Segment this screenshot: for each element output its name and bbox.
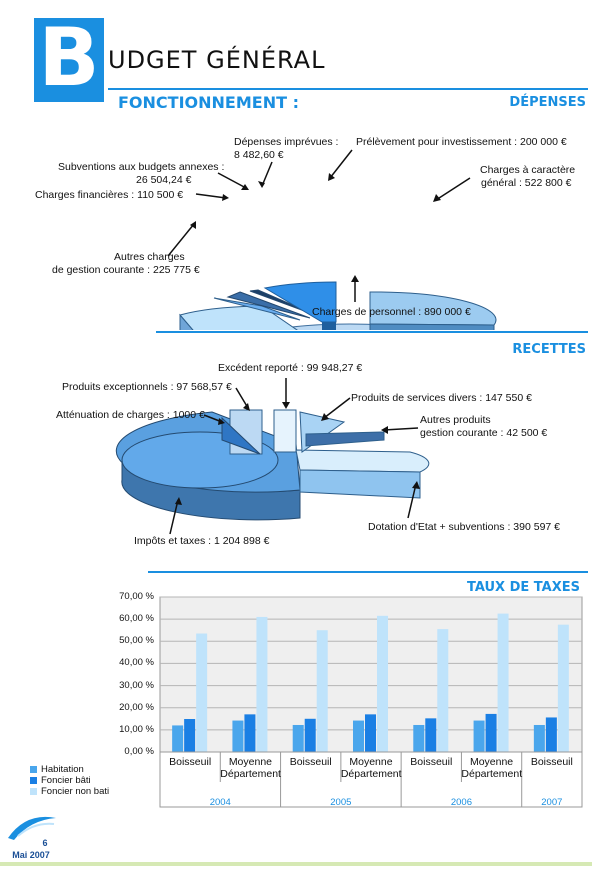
bar-habitation bbox=[534, 725, 545, 752]
bar-foncier-b-ti bbox=[184, 719, 195, 752]
y-tick-label: 20,00 % bbox=[119, 701, 154, 713]
category-label bbox=[220, 756, 280, 780]
bar-habitation bbox=[293, 725, 304, 752]
section-title: FONCTIONNEMENT : bbox=[118, 93, 299, 112]
label-autres-1: Autres charges bbox=[114, 251, 185, 263]
category-label-line: Boisseuil bbox=[530, 756, 573, 768]
bar-foncier-b-ti bbox=[546, 717, 557, 752]
label-imprevues-2: 8 482,60 € bbox=[234, 149, 284, 161]
category-label-line: Moyenne bbox=[228, 756, 273, 768]
bar-foncier-non-bati bbox=[256, 617, 267, 752]
label-subventions-2: 26 504,24 € bbox=[136, 174, 192, 186]
label-attenuation: Atténuation de charges : 1000 € bbox=[56, 409, 205, 421]
year-label: 2007 bbox=[541, 797, 563, 808]
bar-habitation bbox=[353, 721, 364, 752]
bar-foncier-non-bati bbox=[498, 614, 509, 752]
label-autres-2: de gestion courante : 225 775 € bbox=[52, 264, 200, 276]
footer-strip bbox=[0, 862, 592, 866]
label-caractere-1: Charges à caractère bbox=[480, 164, 576, 176]
category-label-line: Boisseuil bbox=[289, 756, 332, 768]
label-exceptionnels: Produits exceptionnels : 97 568,57 € bbox=[62, 381, 232, 393]
category-label-line: Département bbox=[220, 768, 281, 780]
page-number: 6 bbox=[42, 838, 48, 848]
label-personnel: Charges de personnel : 890 000 € bbox=[312, 306, 471, 318]
bar-foncier-b-ti bbox=[486, 714, 497, 752]
category-label-line: Moyenne bbox=[469, 756, 514, 768]
y-tick-label: 10,00 % bbox=[119, 723, 154, 735]
category-label bbox=[401, 756, 461, 768]
bar-foncier-b-ti bbox=[425, 718, 436, 752]
year-label: 2006 bbox=[450, 797, 472, 808]
legend-item-foncier-non-bati bbox=[30, 786, 109, 797]
bar-habitation bbox=[232, 721, 243, 752]
label-impots: Impôts et taxes : 1 204 898 € bbox=[134, 535, 270, 547]
label-prelevement: Prélèvement pour investissement : 200 000 € bbox=[356, 136, 567, 148]
category-label-line: Département bbox=[461, 768, 523, 780]
y-tick-label: 70,00 % bbox=[119, 591, 154, 602]
label-financieres: Charges financières : 110 500 € bbox=[35, 189, 184, 201]
year-label: 2004 bbox=[209, 797, 231, 808]
year-label: 2005 bbox=[330, 797, 352, 808]
bar-foncier-non-bati bbox=[558, 625, 569, 752]
bar-foncier-non-bati bbox=[196, 634, 207, 752]
label-imprevues-1: Dépenses imprévues : bbox=[234, 136, 339, 148]
category-label bbox=[160, 756, 220, 768]
category-label-line: Département bbox=[340, 768, 402, 780]
category-label bbox=[281, 756, 341, 768]
bar-foncier-b-ti bbox=[305, 719, 316, 752]
y-tick-label: 40,00 % bbox=[119, 657, 154, 669]
y-tick-label: 30,00 % bbox=[119, 679, 154, 691]
category-label-line: Boisseuil bbox=[169, 756, 212, 768]
label-subventions-1: Subventions aux budgets annexes : bbox=[58, 161, 225, 173]
logo-letter: B bbox=[38, 11, 100, 104]
bar-foncier-non-bati bbox=[317, 630, 328, 752]
legend-label: Habitation bbox=[41, 764, 84, 775]
label-dotation: Dotation d'Etat + subventions : 390 597 € bbox=[368, 521, 561, 533]
bar-foncier-non-bati bbox=[377, 616, 388, 752]
bar-foncier-b-ti bbox=[365, 714, 376, 752]
category-label bbox=[522, 756, 582, 768]
legend-label: Foncier non bati bbox=[41, 786, 110, 797]
label-caractere-2: général : 522 800 € bbox=[481, 177, 572, 189]
y-tick-label: 0,00 % bbox=[124, 746, 154, 757]
label-autres-produits-2: gestion courante : 42 500 € bbox=[420, 427, 548, 439]
y-tick-label: 60,00 % bbox=[119, 613, 154, 625]
bar-habitation bbox=[474, 721, 485, 752]
bar-habitation bbox=[413, 725, 424, 752]
legend-item-foncier-bati bbox=[30, 775, 109, 786]
legend-swatch bbox=[30, 766, 37, 773]
page-date: Mai 2007 bbox=[12, 850, 50, 860]
bar-foncier-b-ti bbox=[244, 714, 255, 752]
category-label bbox=[461, 756, 521, 780]
taux-heading: TAUX DE TAXES bbox=[466, 580, 580, 595]
recettes-heading: RECETTES bbox=[512, 342, 586, 357]
bar-foncier-non-bati bbox=[437, 629, 448, 752]
legend-item-habitation bbox=[30, 764, 109, 775]
label-excedent: Excédent reporté : 99 948,27 € bbox=[218, 362, 363, 374]
category-label-line: Boisseuil bbox=[410, 756, 453, 768]
category-label bbox=[341, 756, 401, 780]
page-title: UDGET GÉNÉRAL bbox=[108, 46, 326, 74]
legend-swatch bbox=[30, 777, 37, 784]
category-label-line: Moyenne bbox=[349, 756, 393, 768]
depenses-heading: DÉPENSES bbox=[509, 95, 586, 110]
y-tick-label: 50,00 % bbox=[119, 635, 154, 647]
label-services: Produits de services divers : 147 550 € bbox=[351, 392, 532, 404]
label-autres-produits-1: Autres produits bbox=[420, 414, 491, 426]
chart-legend bbox=[30, 764, 109, 797]
legend-swatch bbox=[30, 788, 37, 795]
bar-habitation bbox=[172, 725, 183, 752]
legend-label: Foncier bâti bbox=[41, 775, 91, 786]
